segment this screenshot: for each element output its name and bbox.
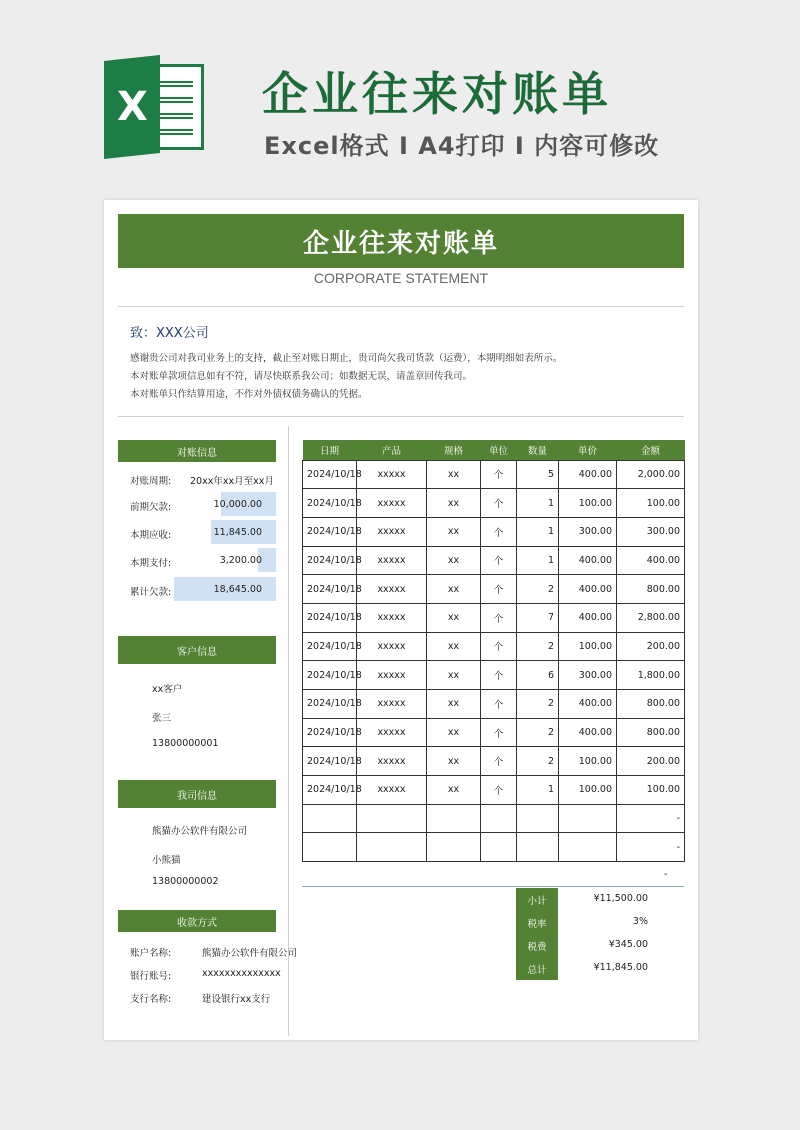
table-row — [303, 747, 685, 776]
customer-phone: 13800000001 — [152, 738, 219, 749]
period-value: 20xx年xx月至xx月 — [190, 476, 274, 487]
table-cell — [559, 804, 617, 833]
company-name: 熊猫办公软件有限公司 — [152, 826, 248, 837]
table-cell: 2024/10/18 — [303, 718, 357, 747]
summary-label: 小计 — [527, 896, 547, 907]
english-title: CORPORATE STATEMENT — [313, 270, 489, 286]
table-row — [303, 661, 685, 690]
table-cell: 200.00 — [617, 632, 685, 661]
column-header: 金额 — [617, 440, 685, 460]
payment-header: 收款方式 — [118, 910, 276, 932]
table-cell: 个 — [481, 517, 517, 546]
table-cell — [427, 833, 481, 862]
account-name-label: 账户名称: — [130, 948, 172, 959]
summary-value: ¥11,845.00 — [593, 962, 648, 973]
account-item-label: 本期应收: — [130, 530, 172, 541]
table-cell: - — [617, 804, 685, 833]
table-cell: xx — [427, 517, 481, 546]
column-header: 单位 — [481, 440, 517, 460]
table-cell: 个 — [481, 460, 517, 489]
page-title: 企业往来对账单 — [262, 67, 612, 121]
table-cell: 个 — [481, 632, 517, 661]
table-row — [303, 460, 685, 489]
table-cell: 2 — [517, 575, 559, 604]
account-item-label: 前期欠款: — [130, 502, 172, 513]
table-cell: 5 — [517, 460, 559, 489]
table-cell: 2024/10/18 — [303, 776, 357, 805]
table-cell: xxxxx — [357, 603, 427, 632]
trailing-dash: - — [664, 869, 668, 880]
table-cell: 6 — [517, 661, 559, 690]
customer-info-header: 客户信息 — [118, 636, 276, 664]
table-cell: xxxxx — [357, 489, 427, 518]
table-cell: 7 — [517, 603, 559, 632]
intro-line: 本对账单款项信息如有不符，请尽快联系我公司；如数据无误，请盖章回传我司。 — [130, 371, 473, 382]
table-cell: xx — [427, 776, 481, 805]
table-cell: 300.00 — [559, 661, 617, 690]
statement-table — [302, 440, 685, 862]
statement-document — [104, 200, 698, 1040]
table-cell: 300.00 — [617, 517, 685, 546]
table-cell: xxxxx — [357, 690, 427, 719]
table-cell: 100.00 — [617, 776, 685, 805]
account-item-label: 累计欠款: — [130, 587, 172, 598]
bank-account-value: xxxxxxxxxxxxxx — [202, 968, 281, 979]
table-cell: 2024/10/18 — [303, 575, 357, 604]
table-cell: xx — [427, 661, 481, 690]
summary-value: ¥345.00 — [608, 939, 648, 950]
table-cell: 100.00 — [559, 776, 617, 805]
table-body — [303, 460, 685, 862]
account-item-value: 18,645.00 — [213, 584, 262, 595]
account-item-value: 3,200.00 — [219, 555, 262, 566]
table-cell: xx — [427, 718, 481, 747]
table-row — [303, 804, 685, 833]
column-header: 日期 — [303, 440, 357, 460]
table-cell: 800.00 — [617, 575, 685, 604]
table-cell — [559, 833, 617, 862]
table-cell: 2 — [517, 747, 559, 776]
table-row — [303, 489, 685, 518]
table-cell: xxxxx — [357, 747, 427, 776]
summary-label: 总计 — [527, 965, 547, 976]
summary-label: 税率 — [527, 919, 547, 930]
table-cell: 400.00 — [559, 718, 617, 747]
table-cell: 个 — [481, 603, 517, 632]
table-cell: 300.00 — [559, 517, 617, 546]
divider — [118, 306, 684, 307]
summary-divider — [302, 886, 684, 887]
page-subtitle: Excel格式 I A4打印 I 内容可修改 — [264, 132, 660, 160]
table-cell: xxxxx — [357, 575, 427, 604]
table-cell: 2024/10/18 — [303, 489, 357, 518]
table-row — [303, 718, 685, 747]
table-cell: 个 — [481, 661, 517, 690]
table-cell: xxxxx — [357, 546, 427, 575]
table-row — [303, 603, 685, 632]
table-cell: 2024/10/18 — [303, 661, 357, 690]
table-cell: 2,000.00 — [617, 460, 685, 489]
table-cell — [481, 804, 517, 833]
table-cell: 400.00 — [559, 460, 617, 489]
table-cell: 2 — [517, 690, 559, 719]
table-header-row — [303, 440, 685, 460]
table-row — [303, 833, 685, 862]
account-name-value: 熊猫办公软件有限公司 — [202, 948, 298, 959]
table-cell: 2024/10/18 — [303, 632, 357, 661]
table-cell — [357, 804, 427, 833]
table-cell — [303, 804, 357, 833]
table-cell — [517, 833, 559, 862]
table-cell: 1,800.00 — [617, 661, 685, 690]
summary-value: 3% — [632, 916, 648, 927]
table-cell: 个 — [481, 690, 517, 719]
table-cell: 个 — [481, 776, 517, 805]
table-row — [303, 546, 685, 575]
table-cell: 800.00 — [617, 718, 685, 747]
divider — [118, 416, 684, 417]
table-cell: 2024/10/18 — [303, 690, 357, 719]
company-info-header: 我司信息 — [118, 780, 276, 808]
document-banner: 企业往来对账单 — [118, 214, 684, 268]
intro-line: 感谢贵公司对我司业务上的支持，截止至对账日期止，贵司尚欠我司货款（运费），本期明细如表所示。 — [130, 353, 563, 364]
intro-line: 本对账单只作结算用途，不作对外债权债务确认的凭据。 — [130, 389, 368, 400]
table-cell: 2024/10/18 — [303, 517, 357, 546]
table-cell: xx — [427, 546, 481, 575]
table-cell: 2024/10/18 — [303, 747, 357, 776]
table-cell: xxxxx — [357, 460, 427, 489]
column-header: 单价 — [559, 440, 617, 460]
company-contact: 小熊猫 — [152, 855, 181, 866]
table-cell — [427, 804, 481, 833]
logo-letter: X — [116, 84, 148, 130]
table-cell: xx — [427, 603, 481, 632]
table-cell: xx — [427, 632, 481, 661]
table-cell: 1 — [517, 776, 559, 805]
table-cell: 2 — [517, 632, 559, 661]
table-cell: 1 — [517, 489, 559, 518]
table-cell: 个 — [481, 489, 517, 518]
table-cell: xxxxx — [357, 517, 427, 546]
table-cell — [357, 833, 427, 862]
recipient-line: 致：XXX公司 — [130, 326, 209, 341]
branch-value: 建设银行xx支行 — [202, 994, 271, 1005]
table-cell: xxxxx — [357, 776, 427, 805]
branch-label: 支行名称: — [130, 994, 172, 1005]
table-cell: 100.00 — [559, 489, 617, 518]
column-header: 产品 — [357, 440, 427, 460]
table-cell: 2 — [517, 718, 559, 747]
column-header: 数量 — [517, 440, 559, 460]
customer-name: xx客户 — [152, 684, 183, 695]
table-cell: 400.00 — [559, 690, 617, 719]
table-cell: xx — [427, 575, 481, 604]
table-row — [303, 632, 685, 661]
table-row — [303, 517, 685, 546]
table-cell: 200.00 — [617, 747, 685, 776]
table-cell: 1 — [517, 517, 559, 546]
table-cell: 400.00 — [559, 575, 617, 604]
table-cell: - — [617, 833, 685, 862]
table-cell: 2024/10/18 — [303, 546, 357, 575]
table-cell: xx — [427, 460, 481, 489]
table-row — [303, 776, 685, 805]
table-cell: xxxxx — [357, 661, 427, 690]
table-cell: 100.00 — [559, 747, 617, 776]
table-cell: xxxxx — [357, 718, 427, 747]
table-cell: 800.00 — [617, 690, 685, 719]
table-cell: xx — [427, 690, 481, 719]
table-cell: 个 — [481, 575, 517, 604]
table-cell: xxxxx — [357, 632, 427, 661]
account-item-label: 本期支付: — [130, 558, 172, 569]
company-phone: 13800000002 — [152, 876, 219, 887]
summary-value: ¥11,500.00 — [593, 893, 648, 904]
account-info-header: 对账信息 — [118, 440, 276, 462]
summary-label: 税费 — [527, 942, 547, 953]
account-item-value: 11,845.00 — [213, 527, 262, 538]
customer-contact: 张三 — [152, 713, 172, 724]
column-header: 规格 — [427, 440, 481, 460]
excel-logo-icon — [104, 58, 204, 156]
period-label: 对账周期: — [130, 476, 172, 487]
table-cell: 2024/10/18 — [303, 603, 357, 632]
table-cell — [517, 804, 559, 833]
table-cell: 2024/10/18 — [303, 460, 357, 489]
table-cell: 400.00 — [559, 603, 617, 632]
table-row — [303, 690, 685, 719]
table-cell: 个 — [481, 718, 517, 747]
table-cell: 1 — [517, 546, 559, 575]
table-cell: 100.00 — [617, 489, 685, 518]
table-cell: 2,800.00 — [617, 603, 685, 632]
table-row — [303, 575, 685, 604]
table-cell: 个 — [481, 546, 517, 575]
table-cell: xx — [427, 747, 481, 776]
table-cell: 400.00 — [559, 546, 617, 575]
bank-account-label: 银行账号: — [130, 971, 172, 982]
table-cell: 400.00 — [617, 546, 685, 575]
table-cell: 个 — [481, 747, 517, 776]
table-cell: xx — [427, 489, 481, 518]
table-cell: 100.00 — [559, 632, 617, 661]
table-cell — [303, 833, 357, 862]
table-cell — [481, 833, 517, 862]
account-item-value: 10,000.00 — [213, 499, 262, 510]
